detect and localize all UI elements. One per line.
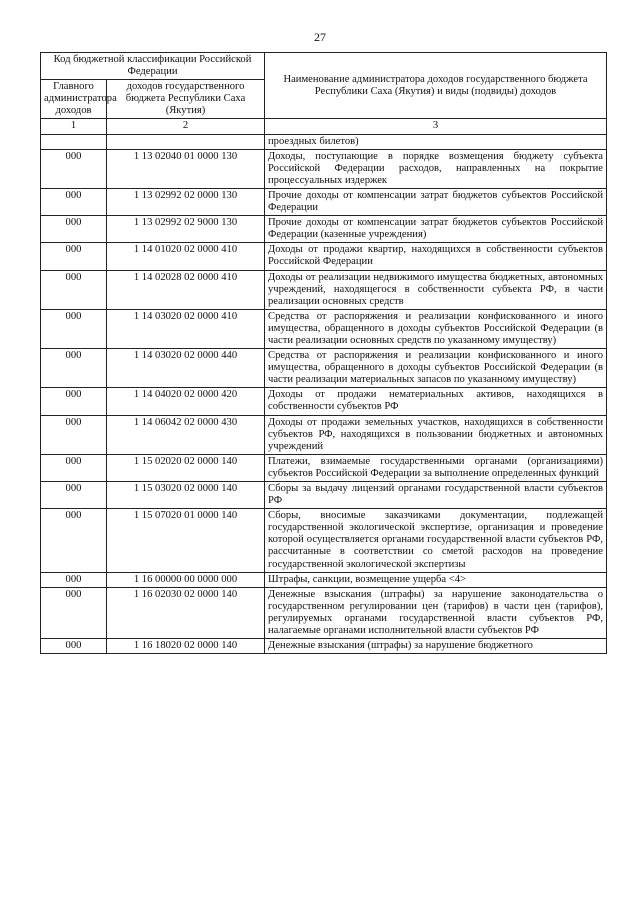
column-number-row (41, 119, 607, 134)
admin-code-cell: 000 (41, 482, 107, 509)
table-header-row (41, 53, 607, 80)
admin-code-cell: 000 (41, 309, 107, 348)
table-row (41, 509, 607, 572)
income-code-cell: 1 16 00000 00 0000 000 (107, 572, 265, 587)
income-name-cell: проездных билетов) (265, 134, 607, 149)
income-name-cell: Доходы, поступающие в порядке возмещения бюджету субъекта Российской Федерации расходов, направленных на покрытие процессуальных издержек (265, 149, 607, 188)
income-code-cell: 1 13 02992 02 0000 130 (107, 188, 265, 215)
income-code-cell: 1 16 02030 02 0000 140 (107, 587, 265, 638)
table-row (41, 270, 607, 309)
income-code-cell: 1 13 02992 02 9000 130 (107, 216, 265, 243)
admin-code-cell (41, 134, 107, 149)
table-row (41, 188, 607, 215)
income-name-cell: Денежные взыскания (штрафы) за нарушение законодательства о государственном регулировании цен (тарифов) в части цен (тарифов), регулируемых органами государственной власти субъектов РФ, налагаемые органами исполнительной власти субъектов РФ (265, 587, 607, 638)
income-code-cell (107, 134, 265, 149)
income-name-cell: Доходы от продажи квартир, находящихся в собственности субъектов Российской Федерации (265, 243, 607, 270)
admin-code-cell: 000 (41, 509, 107, 572)
income-name-cell: Денежные взыскания (штрафы) за нарушение бюджетного (265, 639, 607, 654)
income-code-cell: 1 15 03020 02 0000 140 (107, 482, 265, 509)
income-name-cell: Прочие доходы от компенсации затрат бюджетов субъектов Российской Федерации (казенные учреждения) (265, 216, 607, 243)
income-name-cell: Доходы от реализации недвижимого имущества бюджетных, автономных учреждений, находящегося в собственности субъекта РФ, в части реализации основных средств (265, 270, 607, 309)
income-code-cell: 1 14 02028 02 0000 410 (107, 270, 265, 309)
admin-code-cell: 000 (41, 587, 107, 638)
table-row (41, 454, 607, 481)
table-row (41, 243, 607, 270)
admin-code-cell: 000 (41, 572, 107, 587)
admin-code-cell: 000 (41, 149, 107, 188)
header-col1: Главного администратора доходов (41, 80, 107, 119)
admin-code-cell: 000 (41, 188, 107, 215)
column-number-2: 2 (107, 119, 265, 134)
income-name-cell: Доходы от продажи земельных участков, находящихся в собственности субъектов РФ, находящихся в пользовании бюджетных и автономных учреждений (265, 415, 607, 454)
table-row (41, 639, 607, 654)
header-col3: Наименование администратора доходов государственного бюджета Республики Саха (Якутия) и виды (подвиды) доходов (265, 53, 607, 119)
table-row (41, 134, 607, 149)
income-name-cell: Средства от распоряжения и реализации конфискованного и иного имущества, обращенного в доходы субъектов Российской Федерации (в части реализации материальных запасов по указанному имуществу) (265, 349, 607, 388)
admin-code-cell: 000 (41, 388, 107, 415)
table-body (41, 134, 607, 654)
budget-classification-table (40, 52, 607, 654)
income-name-cell: Сборы, вносимые заказчиками документации, подлежащей государственной экологической экспертизе, организация и проведение которой осуществляется органами государственной власти субъектов РФ, рассчитанные в соответствии со сметой расходов на проведение государственной экологической экспертизы (265, 509, 607, 572)
income-code-cell: 1 15 02020 02 0000 140 (107, 454, 265, 481)
income-name-cell: Платежи, взимаемые государственными органами (организациями) субъектов Российской Федерации за выполнение определенных функций (265, 454, 607, 481)
table-row (41, 309, 607, 348)
income-code-cell: 1 14 03020 02 0000 410 (107, 309, 265, 348)
income-name-cell: Средства от распоряжения и реализации конфискованного и иного имущества, обращенного в доходы субъектов Российской Федерации (в части реализации основных средств по указанному имуществу) (265, 309, 607, 348)
table-row (41, 572, 607, 587)
table-row (41, 587, 607, 638)
income-code-cell: 1 16 18020 02 0000 140 (107, 639, 265, 654)
table-row (41, 216, 607, 243)
table-row (41, 415, 607, 454)
column-number-1: 1 (41, 119, 107, 134)
admin-code-cell: 000 (41, 639, 107, 654)
page-number: 27 (314, 30, 326, 44)
table-row (41, 149, 607, 188)
table-row (41, 482, 607, 509)
income-name-cell: Прочие доходы от компенсации затрат бюджетов субъектов Российской Федерации (265, 188, 607, 215)
header-col2: доходов государственного бюджета Республики Саха (Якутия) (107, 80, 265, 119)
column-number-3: 3 (265, 119, 607, 134)
income-name-cell: Доходы от продажи нематериальных активов, находящихся в собственности субъектов РФ (265, 388, 607, 415)
income-code-cell: 1 14 04020 02 0000 420 (107, 388, 265, 415)
admin-code-cell: 000 (41, 349, 107, 388)
income-code-cell: 1 14 06042 02 0000 430 (107, 415, 265, 454)
admin-code-cell: 000 (41, 415, 107, 454)
admin-code-cell: 000 (41, 216, 107, 243)
income-name-cell: Сборы за выдачу лицензий органами государственной власти субъектов РФ (265, 482, 607, 509)
admin-code-cell: 000 (41, 243, 107, 270)
header-group-title: Код бюджетной классификации Российской Федерации (41, 53, 265, 80)
income-code-cell: 1 14 03020 02 0000 440 (107, 349, 265, 388)
admin-code-cell: 000 (41, 454, 107, 481)
table-row (41, 349, 607, 388)
income-name-cell: Штрафы, санкции, возмещение ущерба <4> (265, 572, 607, 587)
income-code-cell: 1 13 02040 01 0000 130 (107, 149, 265, 188)
admin-code-cell: 000 (41, 270, 107, 309)
table-row (41, 388, 607, 415)
income-code-cell: 1 14 01020 02 0000 410 (107, 243, 265, 270)
income-code-cell: 1 15 07020 01 0000 140 (107, 509, 265, 572)
